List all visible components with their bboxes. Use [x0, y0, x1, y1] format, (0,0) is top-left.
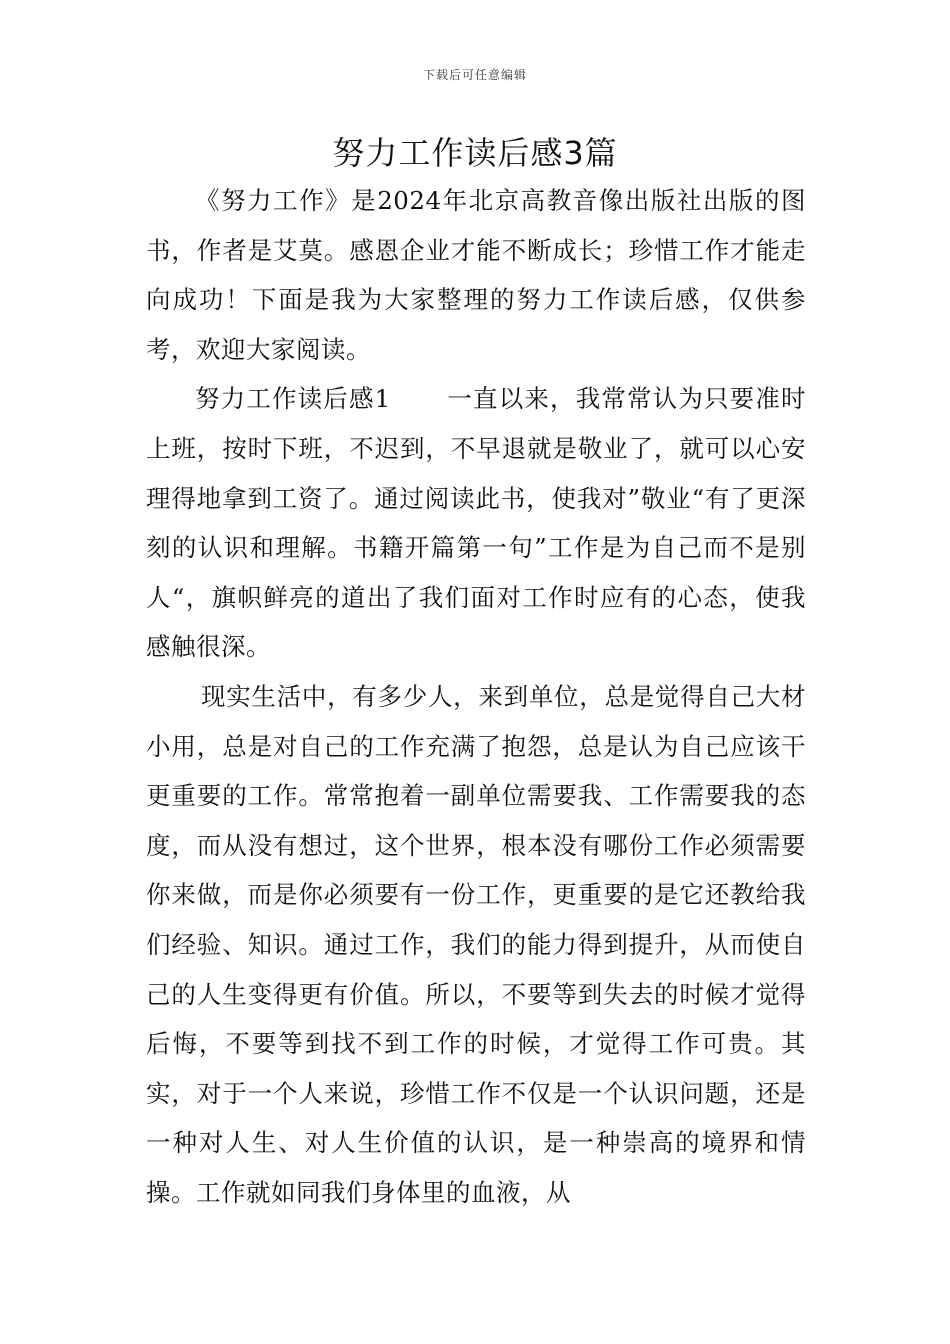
document-title: 努力工作读后感3篇 [332, 134, 618, 172]
section-1-heading: 努力工作读后感1 [195, 384, 391, 414]
section-1-text: 一直以来，我常常认为只要准时上班，按时下班，不迟到，不早退就是敬业了，就可以心安理得地拿到工资了。通过阅读此书，使我对”敬业“有了更深刻的认识和理解。书籍开篇第一句”工作是为自己而不是别人“，旗帜鲜亮的道出了我们面对工作时应有的心态，使我感触很深。 [146, 384, 807, 662]
body-paragraph-2: 现实生活中，有多少人，来到单位，总是觉得自己大材小用，总是对自己的工作充满了抱怨，总是认为自己应该干更重要的工作。常常抱着一副单位需要我、工作需要我的态度，而从没有想过，这个世界，根本没有哪份工作必须需要你来做，而是你必须要有一份工作，更重要的是它还教给我们经验、知识。通过工作，我们的能力得到提升，从而使自己的人生变得更有价值。所以，不要等到失去的时候才觉得后悔，不要等到找不到工作的时候，才觉得工作可贵。其实，对于一个人来说，珍惜工作不仅是一个认识问题，还是一种对人生、对人生价值的认识，是一种崇高的境界和情操。工作就如同我们身体里的血液，从 [146, 681, 806, 1207]
intro-paragraph: 《努力工作》是2024年北京高教音像出版社出版的图书，作者是艾莫。感恩企业才能不断成长；珍惜工作才能走向成功！下面是我为大家整理的努力工作读后感，仅供参考，欢迎大家阅读。 [146, 186, 806, 364]
document-body [146, 176, 806, 1217]
section-1-paragraph [146, 374, 806, 672]
page-header-note: 下载后可任意编辑 [422, 68, 527, 82]
